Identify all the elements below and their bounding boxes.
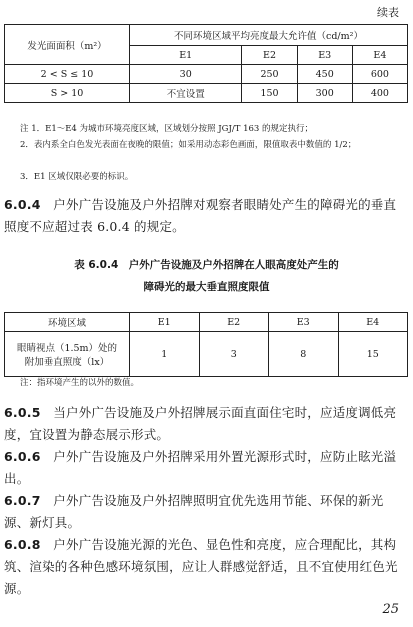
clause-number: 6.0.8: [4, 537, 41, 552]
clause-number: 6.0.4: [4, 197, 41, 212]
section-6-0-8: [4, 534, 408, 600]
value-cell: 450: [297, 65, 352, 84]
value-cell: 600: [352, 65, 407, 84]
area-cell: S > 10: [5, 84, 130, 103]
area-cell: 2 < S ≤ 10: [5, 65, 130, 84]
zone-header: E1: [130, 313, 200, 332]
value-cell: 30: [130, 65, 242, 84]
zone-header: E3: [297, 46, 352, 65]
value-cell: 8: [269, 332, 339, 377]
continued-label: 续表: [377, 6, 399, 19]
value-cell: 250: [242, 65, 297, 84]
zone-header: E3: [269, 313, 339, 332]
clause-text: 户外广告设施及户外招牌采用外置光源形式时，应防止眩光溢出。: [4, 449, 397, 486]
section-6-0-5: [4, 402, 408, 446]
table-caption: 障碍光的最大垂直照度限值: [143, 281, 270, 293]
zone-header-label: 环境区域: [5, 313, 130, 332]
value-cell: 1: [130, 332, 200, 377]
zone-header: E2: [199, 313, 269, 332]
table-note: 注：指环境产生的以外的数值。: [20, 378, 140, 388]
zone-header: E2: [242, 46, 297, 65]
value-cell: 不宜设置: [130, 84, 242, 103]
clause-text: 当户外广告设施及户外招牌展示面直面住宅时，应适度调低亮度，宜设置为静态展示形式。: [4, 405, 397, 442]
row-label: [5, 332, 130, 377]
zone-header: E4: [338, 313, 408, 332]
value-cell: 150: [242, 84, 297, 103]
value-cell: 300: [297, 84, 352, 103]
table-row: [5, 65, 408, 84]
zone-header: E4: [352, 46, 407, 65]
page-number: 25: [382, 602, 399, 617]
clause-text: 户外广告设施及户外招牌照明宜优先选用节能、环保的新光源、新灯具。: [4, 493, 384, 530]
clause-text: 户外广告设施及户外招牌对观察者眼睛处产生的障碍光的垂直照度不应超过表 6.0.4 的规定。: [4, 197, 397, 234]
value-cell: 3: [199, 332, 269, 377]
value-cell: 400: [352, 84, 407, 103]
value-cell: 15: [338, 332, 408, 377]
section-6-0-7: [4, 490, 408, 534]
illuminance-table: [4, 312, 408, 377]
clause-number: 6.0.5: [4, 405, 41, 420]
clause-number: 6.0.6: [4, 449, 41, 464]
zone-header: E1: [130, 46, 242, 65]
row-label-line: 眼睛视点（1.5m）处的: [16, 343, 118, 354]
table-note: 注 1．E1～E4 为城市环境亮度区域，区域划分按照 JGJ/T 163 的规定执行；: [20, 124, 314, 134]
table-note: 3．E1 区域仅限必要的标识。: [20, 172, 134, 182]
section-6-0-6: [4, 446, 408, 490]
luminance-table: [4, 24, 408, 103]
clause-text: 户外广告设施光源的光色、显色性和亮度，应合理配比，其构筑、渲染的各种色感环境氛围，应让人群感觉舒适，且不宜使用红色光源。: [4, 537, 398, 596]
section-6-0-4: [4, 194, 408, 238]
table-caption: 表 6.0.4 户外广告设施及户外招牌在人眼高度处产生的: [74, 259, 339, 271]
clause-number: 6.0.7: [4, 493, 41, 508]
table-note: 2．表内系全白色发光表面在夜晚的限值；如采用动态彩色画面，限值取表中数值的 1/2；: [20, 140, 357, 150]
table-row: [5, 332, 408, 377]
table-row: [5, 84, 408, 103]
area-header: 发光面面积（m²）: [5, 25, 130, 65]
row-label-line: 附加垂直照度（lx）: [24, 357, 110, 368]
luminance-group-header: 不同环境区域平均亮度最大允许值（cd/m²）: [130, 25, 408, 46]
